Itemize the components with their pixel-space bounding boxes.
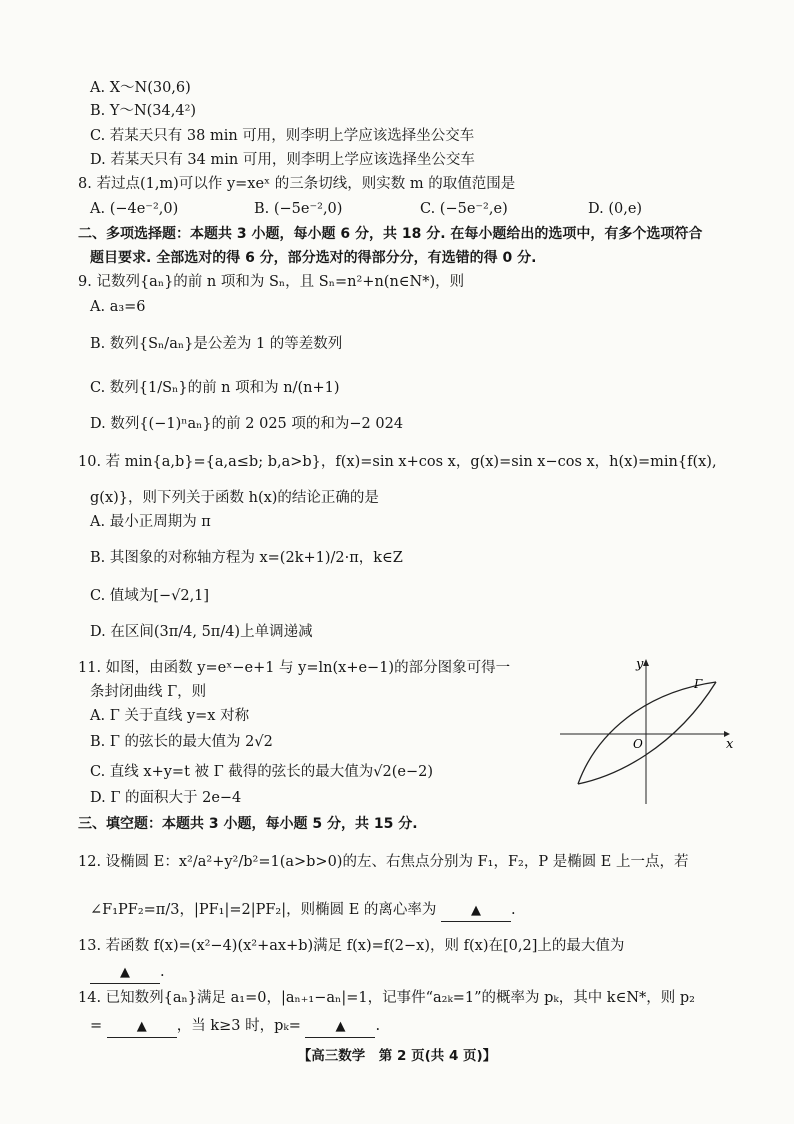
answer-triangle-icon: ▲ bbox=[136, 1019, 147, 1034]
q11-option-b: B. Γ 的弦长的最大值为 2√2 bbox=[90, 734, 273, 750]
q10-option-c: C. 值域为[−√2,1] bbox=[90, 588, 210, 604]
q11-stem-line1: 11. 如图，由函数 y=eˣ−e+1 与 y=ln(x+e−1)的部分图象可得一 bbox=[78, 660, 511, 676]
q12-end: . bbox=[511, 902, 516, 918]
section3-heading: 三、填空题：本题共 3 小题，每小题 5 分，共 15 分. bbox=[78, 816, 418, 832]
q8-option-b: B. (−5e⁻²,0) bbox=[254, 201, 343, 217]
q14-mid-text: ，当 k≥3 时，pₖ= bbox=[176, 1018, 301, 1034]
page-footer: 【高三数学 第 2 页(共 4 页)】 bbox=[297, 1048, 497, 1064]
fig-x-label: x bbox=[726, 737, 734, 752]
section2-heading-line1: 二、多项选择题：本题共 3 小题，每小题 6 分，共 18 分. 在每小题给出的选项中，有多个选项符合 bbox=[78, 226, 703, 242]
q10-stem-line2: g(x)}，则下列关于函数 h(x)的结论正确的是 bbox=[90, 490, 379, 506]
q12-answer-blank bbox=[441, 900, 511, 922]
q13-line1: 13. 若函数 f(x)=(x²−4)(x²+ax+b)满足 f(x)=f(2−x)，则 f(x)在[0,2]上的最大值为 bbox=[78, 938, 625, 954]
curve-logarithmic bbox=[578, 682, 716, 784]
q9-option-a: A. a₃=6 bbox=[90, 299, 146, 315]
q8-stem: 8. 若过点(1,m)可以作 y=xeˣ 的三条切线，则实数 m 的取值范围是 bbox=[78, 176, 516, 192]
q11-option-a: A. Γ 关于直线 y=x 对称 bbox=[90, 708, 250, 724]
q9-option-b: B. 数列{Sₙ/aₙ}是公差为 1 的等差数列 bbox=[90, 336, 343, 352]
fig-y-label: y bbox=[636, 657, 644, 672]
curve-exponential bbox=[578, 682, 716, 784]
q10-option-d: D. 在区间(3π/4, 5π/4)上单调递减 bbox=[90, 624, 313, 640]
q9-option-c: C. 数列{1/Sₙ}的前 n 项和为 n/(n+1) bbox=[90, 380, 340, 396]
q12-line1: 12. 设椭圆 E：x²/a²+y²/b²=1(a>b>0)的左、右焦点分别为 F₁，F₂，P 是椭圆 E 上一点，若 bbox=[78, 854, 689, 870]
q14-end: . bbox=[375, 1018, 381, 1034]
q13-end: . bbox=[160, 964, 165, 980]
answer-triangle-icon: ▲ bbox=[335, 1019, 346, 1034]
q12-line2-text: ∠F₁PF₂=π/3，|PF₁|=2|PF₂|，则椭圆 E 的离心率为 bbox=[90, 902, 437, 918]
q11-figure bbox=[556, 654, 736, 809]
y-axis-arrow-icon bbox=[643, 659, 649, 666]
q11-option-d: D. Γ 的面积大于 2e−4 bbox=[90, 790, 242, 806]
q7-option-d: D. 若某天只有 34 min 可用，则李明上学应该选择坐公交车 bbox=[90, 152, 475, 168]
q12-line2 bbox=[90, 900, 516, 922]
q7-option-a: A. X～N(30,6) bbox=[90, 80, 191, 96]
q14-equals: = bbox=[90, 1018, 103, 1034]
q14-line2 bbox=[90, 1016, 380, 1038]
answer-triangle-icon: ▲ bbox=[471, 903, 482, 918]
q8-option-c: C. (−5e⁻²,e) bbox=[420, 201, 508, 217]
answer-triangle-icon: ▲ bbox=[120, 965, 130, 980]
q8-option-d: D. (0,e) bbox=[588, 201, 643, 217]
q9-option-d: D. 数列{(−1)ⁿaₙ}的前 2 025 项的和为−2 024 bbox=[90, 416, 404, 432]
q11-option-c: C. 直线 x+y=t 被 Γ 截得的弦长的最大值为√2(e−2) bbox=[90, 764, 434, 780]
q14-answer-blank-2 bbox=[305, 1016, 375, 1038]
fig-gamma-label: Γ bbox=[694, 677, 703, 691]
fig-origin-label: O bbox=[633, 737, 643, 751]
q7-option-c: C. 若某天只有 38 min 可用，则李明上学应该选择坐公交车 bbox=[90, 128, 475, 144]
q13-answer-blank bbox=[90, 962, 160, 984]
section2-heading-line2: 题目要求. 全部选对的得 6 分，部分选对的得部分分，有选错的得 0 分. bbox=[90, 250, 537, 266]
q11-stem-line2: 条封闭曲线 Γ，则 bbox=[90, 684, 207, 700]
q10-stem-line1: 10. 若 min{a,b}={a,a≤b; b,a>b}，f(x)=sin x+cos x，g(x)=sin x−cos x，h(x)=min{f(x), bbox=[78, 454, 717, 470]
q9-stem: 9. 记数列{aₙ}的前 n 项和为 Sₙ，且 Sₙ=n²+n(n∈N*)，则 bbox=[78, 274, 465, 290]
q10-option-b: B. 其图象的对称轴方程为 x=(2k+1)/2·π，k∈Z bbox=[90, 550, 403, 566]
q8-option-a: A. (−4e⁻²,0) bbox=[90, 201, 179, 217]
q14-line1: 14. 已知数列{aₙ}满足 a₁=0，|aₙ₊₁−aₙ|=1，记事件“a₂ₖ=1”的概率为 pₖ，其中 k∈N*，则 p₂ bbox=[78, 990, 695, 1006]
q14-answer-blank-1 bbox=[107, 1016, 177, 1038]
q13-line2 bbox=[90, 962, 165, 984]
q7-option-b: B. Y～N(34,4²) bbox=[90, 103, 197, 119]
q10-option-a: A. 最小正周期为 π bbox=[90, 514, 211, 530]
